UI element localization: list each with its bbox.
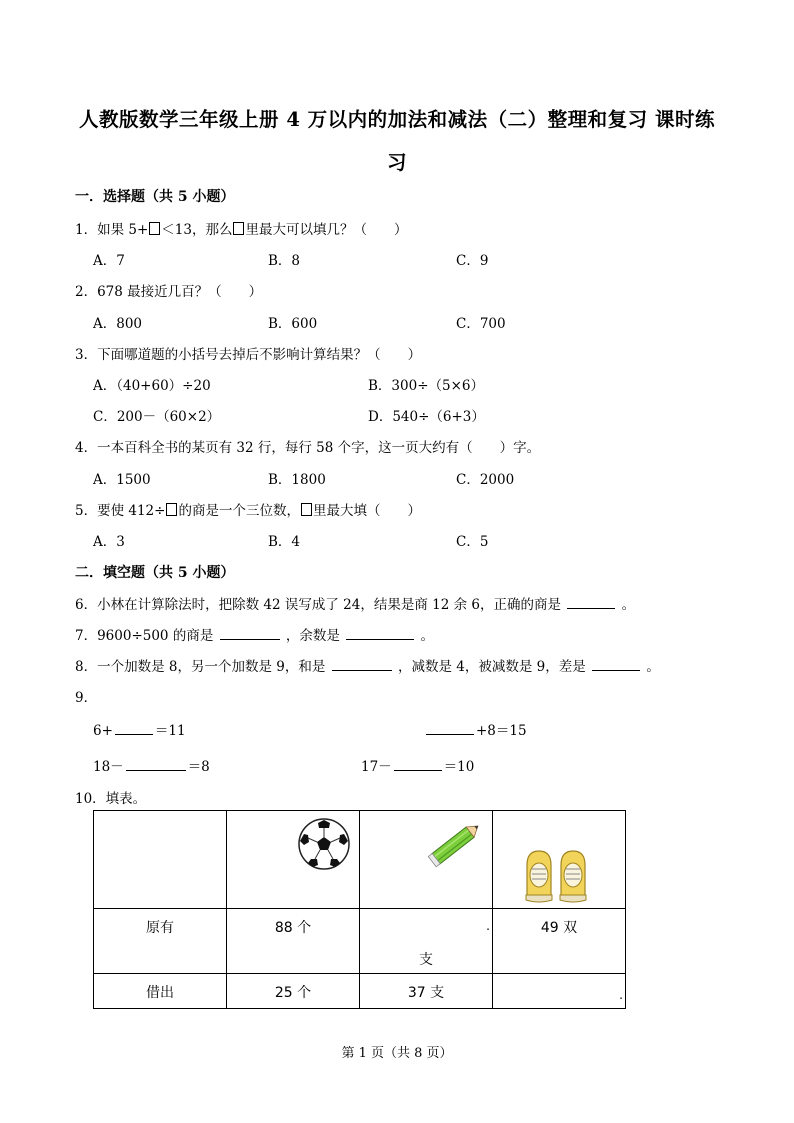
question-text: 5．要使 412÷	[75, 503, 166, 519]
section-fill-heading: 二．填空题（共 5 小题）	[75, 565, 235, 581]
option-c: C．5	[456, 534, 489, 550]
question-text: 。	[646, 659, 660, 675]
table-corner-cell	[94, 811, 227, 909]
soccer-ball-icon	[297, 817, 351, 871]
question-3: 3．下面哪道题的小括号去掉后不影响计算结果？（ ）	[75, 347, 422, 363]
question-text: 1．如果 5+	[75, 222, 149, 238]
answer-blank[interactable]	[592, 656, 640, 671]
row-label-original	[94, 909, 227, 974]
question-6	[75, 593, 635, 613]
equation-text: +8＝15	[476, 723, 527, 739]
equation-text: ＝8	[187, 759, 210, 775]
equation-1	[93, 719, 186, 739]
option-b: B．1800	[268, 472, 326, 488]
question-text: ＜13，那么	[161, 222, 233, 238]
answer-blank[interactable]	[126, 756, 186, 771]
blank-box	[301, 503, 312, 516]
table-cell[interactable]	[360, 909, 493, 974]
question-1	[75, 218, 407, 238]
page-title-continued: 习	[386, 151, 407, 174]
equation-text: 18－	[93, 759, 124, 775]
option-a: A．3	[93, 534, 125, 550]
question-text: 8．一个加数是 8，另一个加数是 9，和是	[75, 659, 326, 675]
section-choice-heading: 一．选择题（共 5 小题）	[75, 189, 235, 205]
option-b: B．8	[268, 253, 301, 269]
question-8	[75, 655, 660, 675]
answer-blank[interactable]	[346, 625, 414, 640]
row-label: 原有	[146, 920, 174, 936]
answer-blank[interactable]	[567, 594, 615, 609]
table-cell[interactable]	[493, 974, 626, 1009]
option-a: A．1500	[93, 472, 151, 488]
question-text: 6．小林在计算除法时，把除数 42 误写成了 24，结果是商 12 余 6，正确的商是	[75, 597, 561, 613]
option-c: C．200－（60×2）	[93, 409, 221, 425]
table-header-shoes	[493, 811, 626, 909]
answer-blank[interactable]	[220, 625, 280, 640]
option-a: A．800	[93, 316, 143, 332]
option-d: D．540÷（6+3）	[368, 409, 485, 425]
question-9: 9．	[75, 690, 98, 706]
table-cell	[360, 974, 493, 1009]
cell-value: 49 双	[540, 920, 578, 936]
cell-value: 支	[419, 952, 433, 968]
cell-dot: .	[619, 988, 623, 1002]
option-c: C．9	[456, 253, 489, 269]
option-c: C．700	[456, 316, 506, 332]
question-text: 7．9600÷500 的商是	[75, 628, 214, 644]
blank-box	[149, 222, 160, 235]
answer-blank[interactable]	[394, 756, 442, 771]
cell-value: 88 个	[274, 920, 312, 936]
equation-2	[424, 719, 527, 739]
question-text: 里最大可以填几？（ ）	[245, 222, 408, 238]
equation-text: 6+	[93, 723, 113, 739]
answer-blank[interactable]	[426, 720, 474, 735]
table-header-ball	[227, 811, 360, 909]
option-c: C．2000	[456, 472, 515, 488]
answer-blank[interactable]	[115, 720, 153, 735]
option-b: B．4	[268, 534, 301, 550]
table-cell	[227, 974, 360, 1009]
page-footer: 第 1 页（共 8 页）	[341, 1046, 453, 1061]
equation-text: 17－	[361, 759, 392, 775]
equation-4	[361, 755, 474, 775]
option-a: A．（40+60）÷20	[93, 378, 211, 394]
fill-table	[93, 810, 626, 1009]
shoes-icon	[523, 845, 591, 905]
blank-box	[166, 503, 177, 516]
question-text: 。	[621, 597, 636, 613]
question-4: 4．一本百科全书的某页有 32 行，每行 58 个字，这一页大约有（ ）字。	[75, 440, 541, 456]
table-cell	[227, 909, 360, 974]
row-label: 借出	[146, 985, 174, 1001]
row-label-borrowed	[94, 974, 227, 1009]
cell-value: 25 个	[274, 985, 312, 1001]
table-cell	[493, 909, 626, 974]
equation-text: ＝11	[154, 723, 186, 739]
option-a: A．7	[93, 253, 125, 269]
equation-3	[93, 755, 210, 775]
answer-blank[interactable]	[332, 656, 392, 671]
question-text: 里最大填（ ）	[312, 503, 421, 519]
blank-box	[233, 222, 244, 235]
equation-text: ＝10	[443, 759, 475, 775]
pencil-icon	[426, 815, 488, 871]
question-5	[75, 499, 421, 519]
option-b: B．600	[268, 316, 318, 332]
question-10: 10．填表。	[75, 791, 147, 807]
table-header-pencil	[360, 811, 493, 909]
cell-dot: .	[486, 919, 490, 933]
cell-value: 37 支	[407, 985, 445, 1001]
option-b: B．300÷（5×6）	[368, 378, 484, 394]
question-text: ，余数是	[285, 628, 340, 644]
question-text: 的商是一个三位数，	[178, 503, 300, 519]
question-2: 2．678 最接近几百？（ ）	[75, 284, 263, 300]
question-text: 。	[420, 628, 435, 644]
question-text: ，减数是 4，被减数是 9，差是	[397, 659, 586, 675]
question-7	[75, 624, 434, 644]
page-title: 人教版数学三年级上册 4 万以内的加法和减法（二）整理和复习 课时练	[79, 108, 715, 131]
